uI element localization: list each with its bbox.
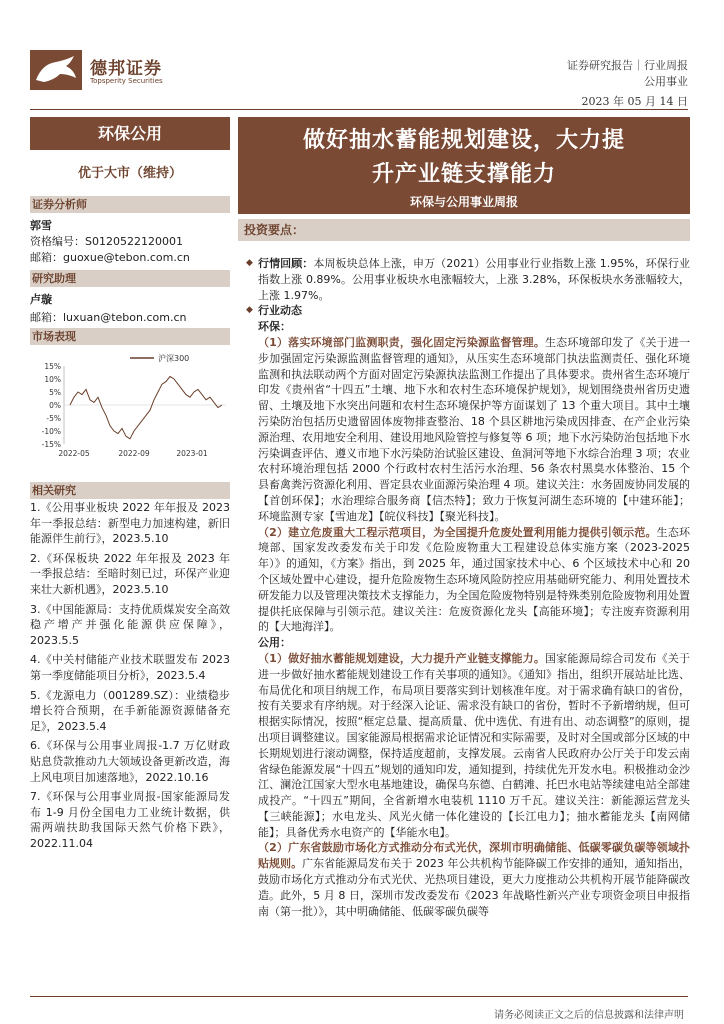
y-tick-label: -10% — [41, 427, 61, 436]
util-label-row — [246, 635, 690, 651]
env-item-1-head: （1）落实环境部门监测职责，强化固定污染源监督管理。 — [258, 335, 545, 349]
util-item-2-text: 广东省能源局发布关于 2023 年公共机构节能降碳工作安排的通知，通知指出，鼓励市场化方式推动分布式光伏、光热项目建设，更大力度推动公共机构开展节能降碳改造。此外，5 月 8 日，深圳市发改委发布《2023 年战略性新兴产业专项资金项目申报指南（第一批）》，其中明确储能、低碳零碳负碳等 — [258, 857, 690, 918]
env-label: 环保： — [258, 320, 291, 334]
market-review-text: 本周板块总体上涨，申万（2021）公用事业行业指数上涨 1.95%，环保行业指数上涨 0.89%。公用事业板块水电涨幅较大，上涨 3.28%，环保板块水务涨幅较大，上涨 1.97%。 — [258, 257, 691, 302]
footer-disclaimer: 请务必阅读正文之后的信息披露和法律声明 — [494, 1010, 684, 1021]
analyst-heading: 证券分析师 — [30, 196, 230, 213]
y-tick-label: 15% — [44, 362, 61, 371]
analyst-email[interactable]: 邮箱：guoxue@tebon.com.cn — [30, 251, 190, 264]
y-tick-label: -5% — [46, 414, 61, 423]
report-body — [246, 256, 690, 919]
market-chart-svg — [30, 352, 230, 462]
sector-tag: 环保公用 — [30, 117, 230, 150]
report-type: 证券研究报告｜行业周报 — [567, 59, 688, 72]
util-item-1 — [246, 651, 690, 841]
market-heading: 市场表现 — [30, 328, 230, 345]
title-banner — [238, 117, 690, 214]
analyst-cert: 资格编号：S0120522120001 — [30, 235, 183, 248]
logo-name-cn: 德邦证券 — [90, 59, 162, 79]
env-item-1-text: 生态环境部印发了《关于进一步加强固定污染源监测监督管理的通知》，从压实生态环境部门执法监测责任、强化环境监测和执法联动两个方面对固定污染源执法监测工作提出了具体要求。贵州省生态环境厅印发《贵州省“十四五”土壤、地下水和农村生态环境保护规划》，规划围绕贵州省历史遗留、土壤及地下水突出问题和农村生态环境保护等方面谋划了 13 个重大项目。其中土壤污染防治包括历史遗留固体废物排查整治、18 个县区耕地污染成因排查、在产企业污染源治理、农用地安全利用、建设用地风险管控与修复等 6 项；地下水污染防治包括地下水污染调查评估、遵义市地下水污染防治试验区建设、鱼洞河等地下水综合治理 3 项；农业农村环境治理包括 2000 个行政村农村生活污水治理、56 条农村黑臭水体整治、15 个县畜禽粪污资源化利用、晋定县农业面源污染治理 4 项。建议关注：水务固废协同发展的【首创环保】；水治理综合服务商【信杰特】；致力于恢复河湖生态环境的【中建环能】；环境监测专家【雪迪龙】【皖仪科技】【聚光科技】。 — [258, 335, 691, 523]
rating: 优于大市（维持） — [77, 166, 182, 181]
x-tick-label: 2022-09 — [118, 449, 150, 458]
header-divider — [30, 109, 688, 110]
x-tick-label: 2022-05 — [58, 449, 90, 458]
industry-news-label: 行业动态 — [258, 304, 302, 318]
bullet-diamond-icon: ◆ — [246, 258, 253, 268]
report-industry: 公用事业 — [644, 75, 688, 88]
util-item-1-text: 国家能源局综合司发布《关于进一步做好抽水蓄能规划建设工作有关事项的通知》。《通知》指出，组织开展站址比选、布局优化和项目纳规工作，布局项目要落实到计划核准年度。对于需求确有缺口的省份，按有关要求有序纳规。对于经深入论证、需求没有缺口的省份，暂时不予新增纳规，但可根据实际情况，按照“框定总量、提高质量、优中选优、有进有出、动态调整”的原则，提出项目调整建议。国家能源局根据需求论证情况和实际需要，及时对全国或部分区域的中长期规划进行滚动调整，保持适度超前，支撑发展。云南省人民政府办公厅关于印发云南省绿色能源发展“十四五”规划的通知印发，通知提到，持续优先开发水电。积极推动金沙江、澜沧江国家大型水电基地建设，确保乌东德、白鹤滩、托巴水电站等续建电站全部建成投产。“十四五”期间，全省新增水电装机 1110 万千瓦。建议关注：新能源运营龙头【三峡能源】；水电龙头、风光火储一体化建设的【长江电力】；抽水蓄能龙头【南网储能】；具备优秀水电资产的【华能水电】。 — [258, 651, 691, 839]
x-tick-label: 2023-01 — [176, 449, 208, 458]
market-review-paragraph — [246, 256, 690, 303]
related-item[interactable]: 5.《龙源电力（001289.SZ）：业绩稳步增长符合预期，在手新能源资源储备充足》，2023.5.4 — [30, 688, 230, 733]
market-performance-chart — [30, 352, 230, 462]
util-item-2 — [246, 840, 690, 919]
investment-points-heading: 投资要点： — [238, 219, 690, 241]
y-tick-label: 5% — [49, 388, 61, 397]
logo-name-en: Topsperity Securities — [90, 77, 163, 85]
tebon-bull-logo-icon — [30, 50, 82, 90]
report-title-line2: 升产业链支撑能力 — [371, 162, 556, 187]
util-label: 公用： — [258, 636, 291, 650]
env-item-1 — [246, 335, 690, 525]
related-item[interactable]: 2.《环保板块 2022 年年报及 2023 年一季报总结：至暗时刻已过，环保产业迎来壮大新机遇》，2023.5.10 — [30, 551, 230, 596]
report-title-line1: 做好抽水蓄能规划建设，大力提 — [302, 128, 625, 153]
related-item[interactable]: 6.《环保与公用事业周报-1.7 万亿财政贴息贷款推动九大领域设备更新改造，海上风电项目加速落地》，2022.10.16 — [30, 739, 230, 784]
y-tick-label: -15% — [41, 440, 61, 449]
series-line-hs300 — [70, 376, 222, 438]
related-item[interactable]: 7.《环保与公用事业周报-国家能源局发布 1-9 月份全国电力工业统计数据，供需两端扶助我国际天然气价格下跌》，2022.11.04 — [30, 790, 230, 850]
y-tick-label: 10% — [44, 375, 61, 384]
y-tick-label: 0% — [49, 401, 61, 410]
util-item-2-head: （2）广东省鼓励市场化方式推动分布式光伏，深圳市明确储能、低碳零碳负碳等领域扑贴规则。 — [258, 841, 690, 871]
related-heading: 相关研究 — [30, 482, 230, 499]
company-logo — [30, 50, 190, 96]
legend-label: 沪深300 — [158, 354, 190, 363]
related-item[interactable]: 4.《中关村储能产业技术联盟发布 2023 第一季度储能项目分析》，2023.5.4 — [30, 653, 230, 682]
env-label-row — [246, 319, 690, 335]
analyst-name: 郭雪 — [30, 219, 52, 232]
util-item-1-head: （1）做好抽水蓄能规划建设，大力提升产业链支撑能力。 — [258, 651, 545, 665]
env-item-2-text: 生态环境部、国家发改委发布关于印发《危险废物重大工程建设总体实施方案（2023-2025 年）》的通知，《方案》指出，到 2025 年，通过国家技术中心、6 个区域技术中心和 20 个区域处置中心建设，提升危险废物生态环境风险防控应用基础研究能力、利用处置技术研发能力以及管理决策技术支撑能力，为全国危险废物特别是特殊类别危险废物利用处置提供托底保障与引领示范。建议关注：危废资源化龙头【高能环境】；专注废弃资源利用的【大地海洋】。 — [258, 525, 691, 634]
report-date: 2023 年 05 月 14 日 — [581, 95, 688, 108]
related-research-list — [30, 500, 230, 855]
bullet-diamond-icon: ◆ — [246, 305, 253, 316]
assistant-name: 卢璇 — [30, 293, 52, 306]
industry-news-heading-row — [246, 303, 690, 319]
assistant-email[interactable]: 邮箱：luxuan@tebon.com.cn — [30, 311, 187, 324]
assistant-heading: 研究助理 — [30, 270, 230, 287]
footer-divider — [30, 996, 688, 997]
env-item-2 — [246, 525, 690, 636]
market-review-label: 行情回顾： — [258, 257, 314, 270]
env-item-2-head: （2）建立危废重大工程示范项目，为全国提升危废处置利用能力提供引领示范。 — [258, 525, 657, 539]
related-item[interactable]: 3.《中国能源局：支持优质煤炭安全高效稳产增产并强化能源供应保障》，2023.5.5 — [30, 602, 230, 647]
report-subtitle: 环保与公用事业周报 — [409, 195, 518, 209]
related-item[interactable]: 1.《公用事业板块 2022 年年报及 2023 年一季报总结：新型电力加速构建，新旧能源伴生前行》，2023.5.10 — [30, 501, 230, 546]
